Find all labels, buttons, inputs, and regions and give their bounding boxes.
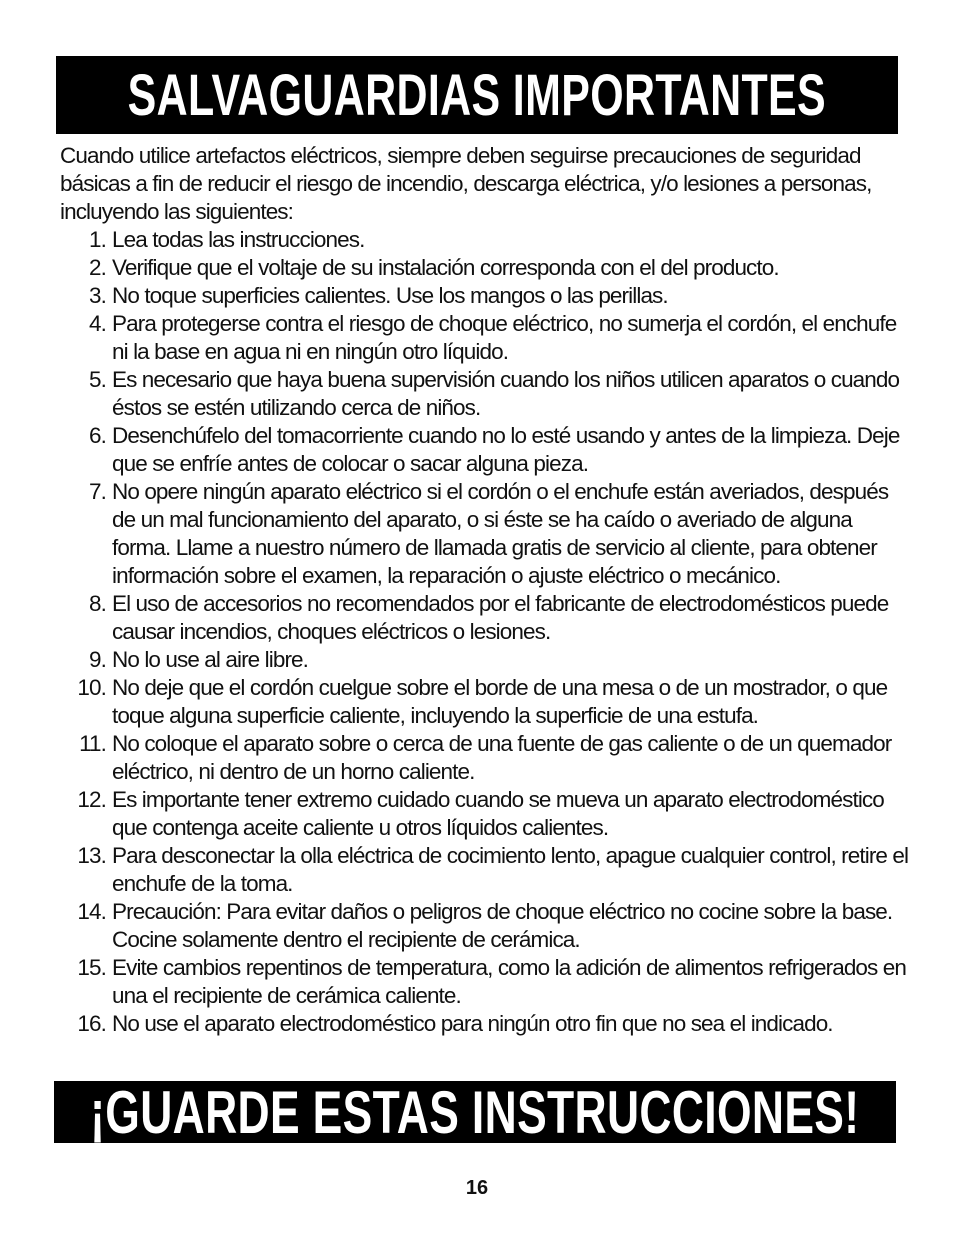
item-number: 15.: [77, 955, 106, 980]
item-text: Para desconectar la olla eléctrica de cocimiento lento, apague cualquier control, retire el enchufe de la toma.: [112, 843, 909, 896]
list-item: [60, 478, 910, 590]
intro-paragraph: Cuando utilice artefactos eléctricos, siempre deben seguirse precauciones de seguridad básicas a fin de reducir el riesgo de incendio, descarga eléctrica, y/o lesiones a personas, incluyendo las siguientes:: [60, 143, 872, 224]
item-number: 9.: [89, 647, 106, 672]
item-text: No lo use al aire libre.: [112, 647, 309, 672]
item-text: Desenchúfelo del tomacorriente cuando no lo esté usando y antes de la limpieza. Deje que se enfríe antes de colocar o sacar alguna pieza.: [112, 423, 900, 476]
item-text: Verifique que el voltaje de su instalación corresponda con el del producto.: [112, 255, 779, 280]
list-item: [60, 310, 910, 366]
item-number: 8.: [89, 591, 106, 616]
list-item: [60, 1010, 910, 1038]
item-number: 1.: [89, 227, 106, 252]
item-number: 6.: [89, 423, 106, 448]
list-item: [60, 786, 910, 842]
item-number: 4.: [89, 311, 106, 336]
item-text: No opere ningún aparato eléctrico si el cordón o el enchufe están averiados, después de un mal funcionamiento del aparato, o si éste se ha caído o averiado de alguna forma. Llame a nuestro número de llamada gratis de servicio al cliente, para obtener información sobre el examen, la reparación o ajuste eléctrico o mecánico.: [112, 479, 889, 588]
safeguards-body: [60, 142, 910, 1038]
list-item: [60, 226, 910, 254]
list-item: [60, 842, 910, 898]
item-text: Evite cambios repentinos de temperatura, como la adición de alimentos refrigerados en una el recipiente de cerámica caliente.: [112, 955, 906, 1008]
list-item: [60, 954, 910, 1010]
item-number: 12.: [77, 787, 106, 812]
item-text: No deje que el cordón cuelgue sobre el borde de una mesa o de un mostrador, o que toque alguna superficie caliente, incluyendo la superficie de una estufa.: [112, 675, 888, 728]
list-item: [60, 646, 910, 674]
item-number: 14.: [77, 899, 106, 924]
save-instructions-banner: [54, 1081, 896, 1143]
item-number: 5.: [89, 367, 106, 392]
item-number: 11.: [79, 731, 106, 756]
item-number: 10.: [77, 675, 106, 700]
safeguards-list: [60, 226, 910, 1038]
list-item: [60, 366, 910, 422]
item-text: El uso de accesorios no recomendados por el fabricante de electrodomésticos puede causar incendios, choques eléctricos o lesiones.: [112, 591, 889, 644]
item-text: Para protegerse contra el riesgo de choque eléctrico, no sumerja el cordón, el enchufe ni la base en agua ni en ningún otro líquido.: [112, 311, 897, 364]
list-item: [60, 422, 910, 478]
title-banner: [56, 56, 898, 134]
item-number: 16.: [77, 1011, 106, 1036]
list-item: [60, 674, 910, 730]
item-text: No toque superficies calientes. Use los mangos o las perillas.: [112, 283, 668, 308]
item-number: 7.: [89, 479, 106, 504]
item-text: Lea todas las instrucciones.: [112, 227, 365, 252]
item-number: 2.: [89, 255, 106, 280]
list-item: [60, 590, 910, 646]
list-item: [60, 282, 910, 310]
save-instructions-text: ¡GUARDE ESTAS INSTRUCCIONES!: [90, 1081, 860, 1143]
item-text: Es necesario que haya buena supervisión cuando los niños utilicen aparatos o cuando éstos se estén utilizando cerca de niños.: [112, 367, 900, 420]
item-text: No use el aparato electrodoméstico para ningún otro fin que no sea el indicado.: [112, 1011, 833, 1036]
item-text: Es importante tener extremo cuidado cuando se mueva un aparato electrodoméstico que contenga aceite caliente u otros líquidos calientes.: [112, 787, 884, 840]
list-item: [60, 898, 910, 954]
item-text: No coloque el aparato sobre o cerca de una fuente de gas caliente o de un quemador eléctrico, ni dentro de un horno caliente.: [112, 731, 892, 784]
list-item: [60, 254, 910, 282]
page-title: SALVAGUARDIAS IMPORTANTES: [127, 62, 827, 128]
page-number: 16: [465, 1177, 489, 1199]
item-text: Precaución: Para evitar daños o peligros de choque eléctrico no cocine sobre la base. Cocine solamente dentro el recipiente de cerámica.: [112, 899, 893, 952]
list-item: [60, 730, 910, 786]
item-number: 13.: [77, 843, 106, 868]
item-number: 3.: [89, 283, 106, 308]
